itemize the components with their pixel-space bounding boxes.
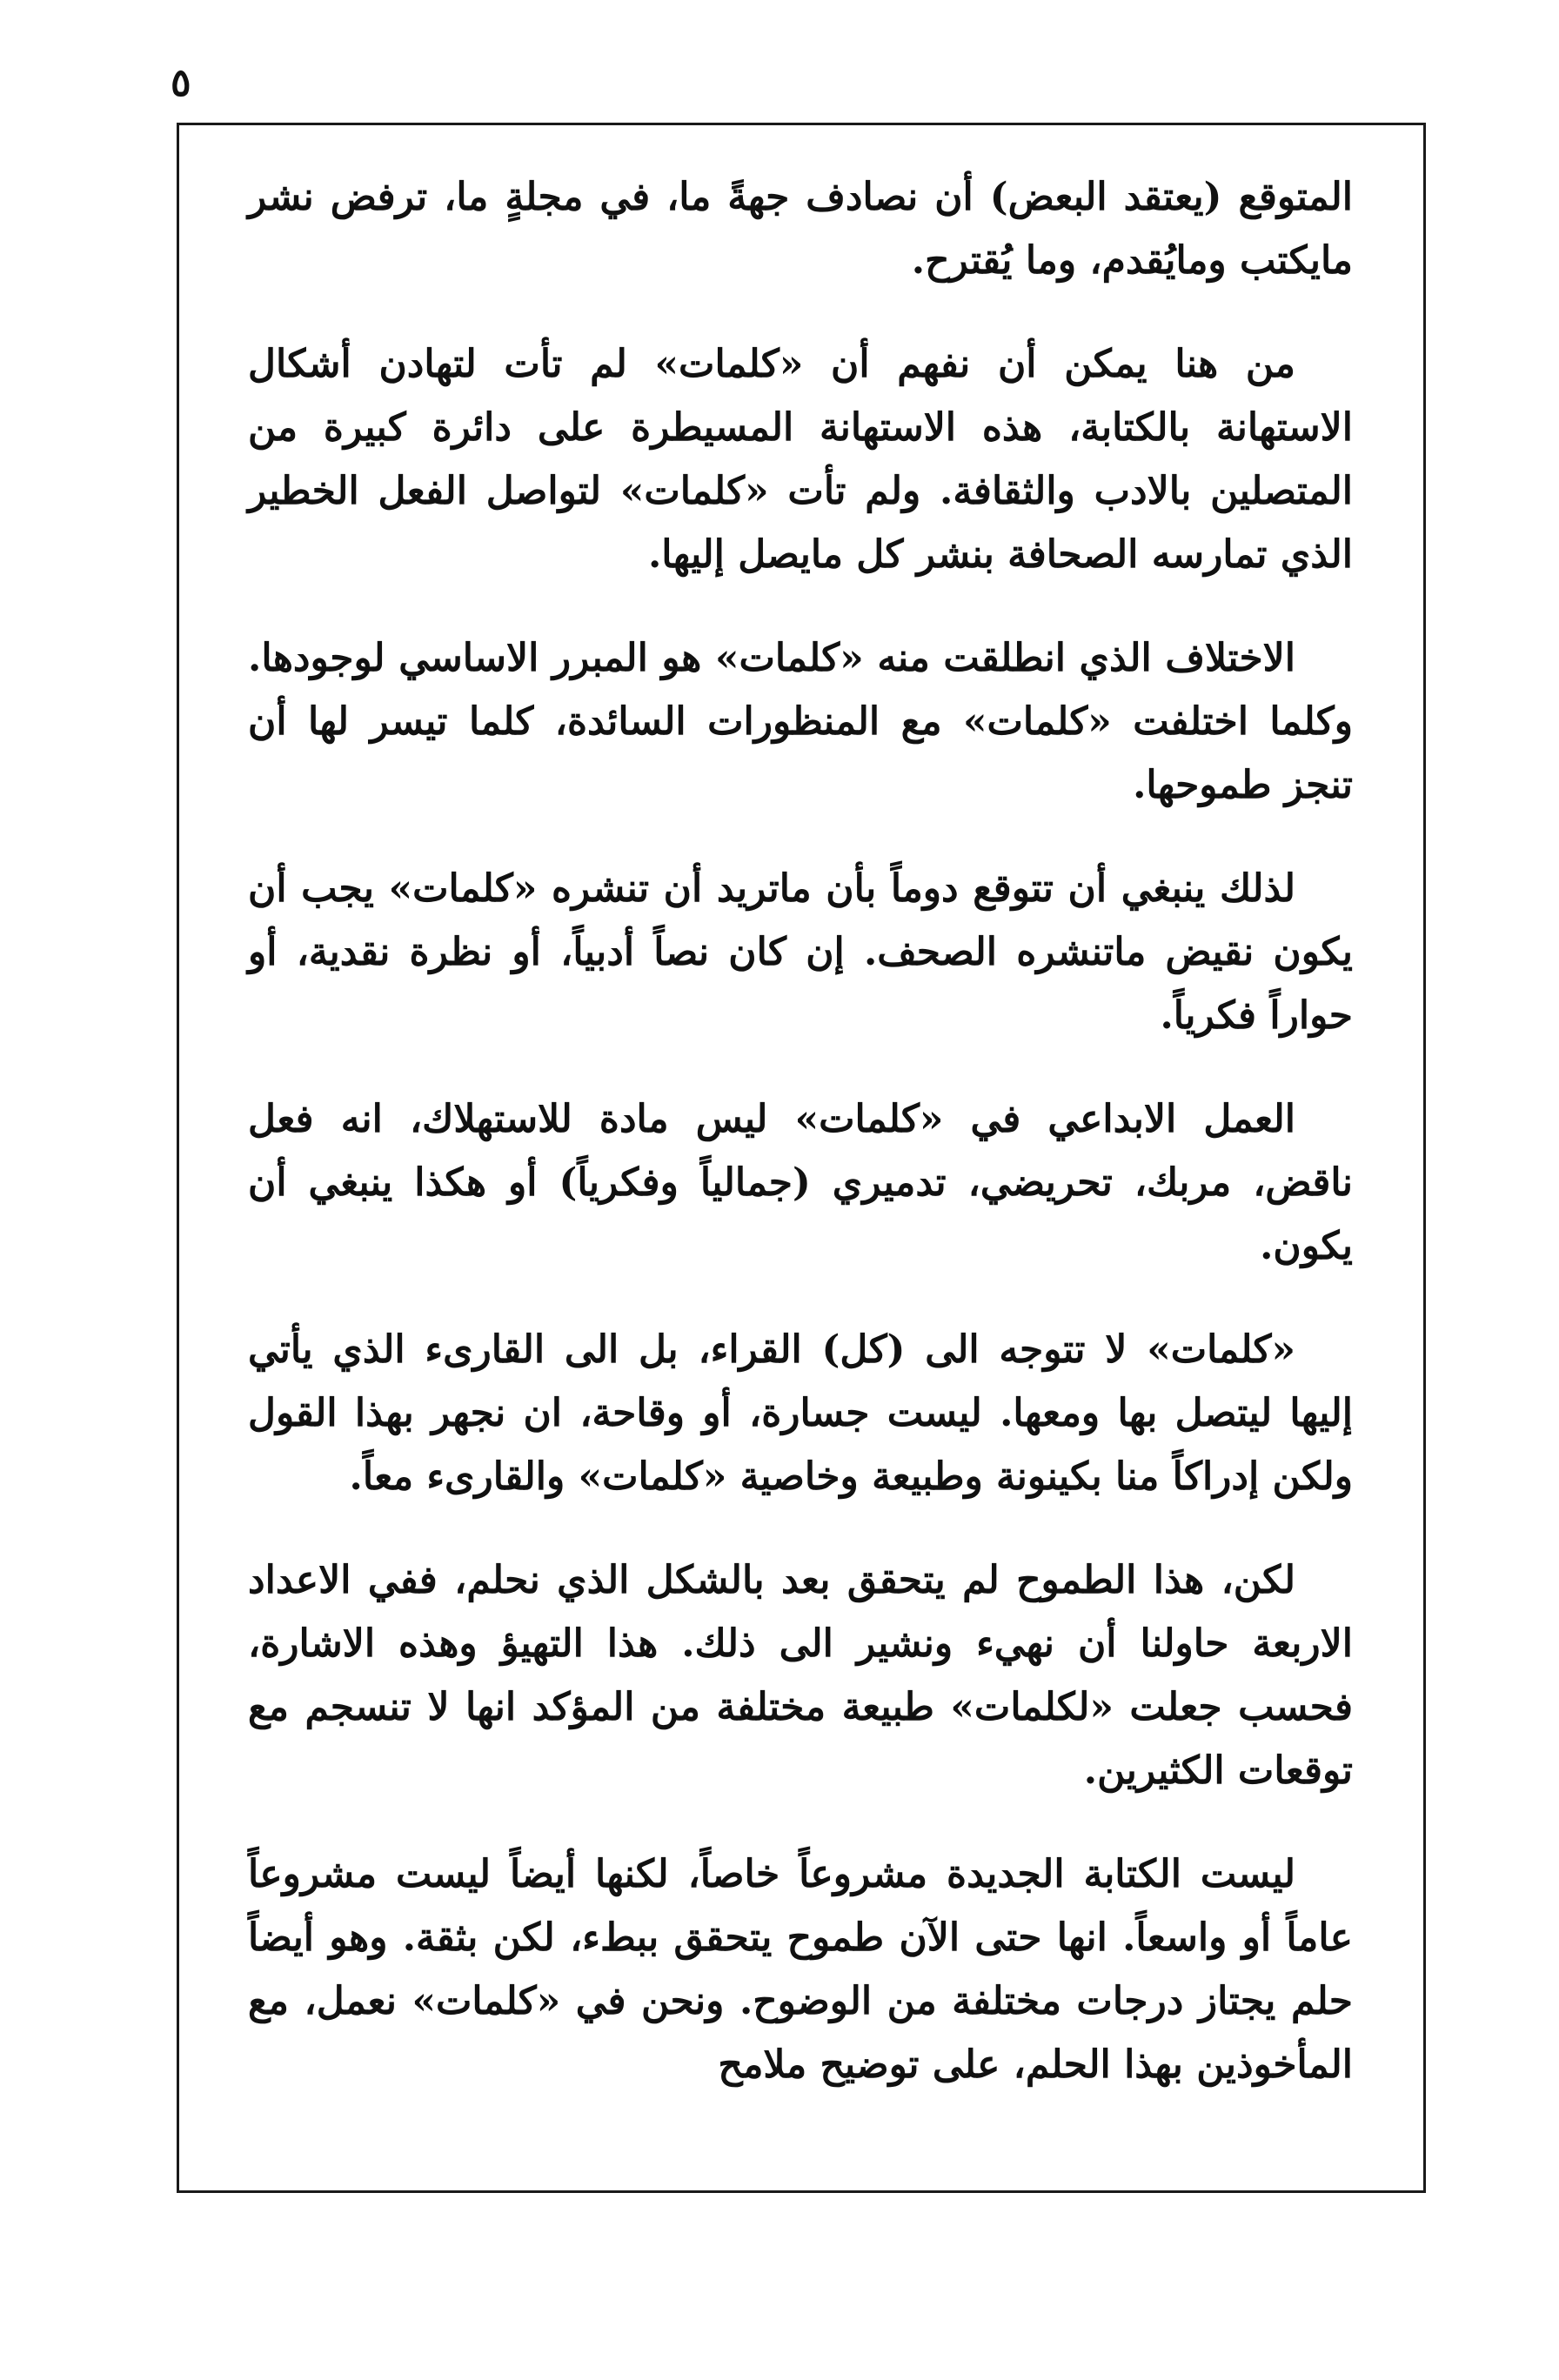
paragraph-8: ليست الكتابة الجديدة مشروعاً خاصاً، لكنها أيضاً ليست مشروعاً عاماً أو واسعاً. انها حتى الآن طموح يتحقق ببطء، لكن بثقة. وهو أيضاً حلم يجتاز درجات مختلفة من الوضوح. ونحن في «كلمات» نعمل، مع المأخوذين بهذا الحلم، على توضيح ملامح <box>248 1852 1353 2087</box>
paragraph-3: الاختلاف الذي انطلقت منه «كلمات» هو المبرر الاساسي لوجودها. وكلما اختلفت «كلمات» مع المنظورات السائدة، كلما تيسر لها أن تنجز طموحها. <box>248 636 1353 807</box>
paragraph-2: من هنا يمكن أن نفهم أن «كلمات» لم تأت لتهادن أشكال الاستهانة بالكتابة، هذه الاستهانة المسيطرة على دائرة كبيرة من المتصلين بالادب والثقافة. ولم تأت «كلمات» لتواصل الفعل الخطير الذي تمارسه الصحافة بنشر كل مايصل إليها. <box>248 342 1353 577</box>
paragraph-4: لذلك ينبغي أن تتوقع دوماً بأن ماتريد أن تنشره «كلمات» يجب أن يكون نقيض ماتنشره الصحف. إن كان نصاً أدبياً، أو نظرة نقدية، أو حواراً فكرياً. <box>248 866 1353 1038</box>
paragraph-1: المتوقع (يعتقد البعض) أن نصادف جهةً ما، في مجلةٍ ما، ترفض نشر مايكتب ومايُقدم، وما يُقترح. <box>248 175 1353 283</box>
paragraph-7: لكن، هذا الطموح لم يتحقق بعد بالشكل الذي نحلم، ففي الاعداد الاربعة حاولنا أن نهيء ونشير الى ذلك. هذا التهيؤ وهذه الاشارة، فحسب جعلت «لكلمات» طبيعة مختلفة من المؤكد انها لا تنسجم مع توقعات الكثيرين. <box>248 1558 1353 1793</box>
page-number: ٥ <box>171 61 191 105</box>
paragraph-5: العمل الابداعي في «كلمات» ليس مادة للاستهلاك، انه فعل ناقض، مربك، تحريضي، تدميري (جمالياً وفكرياً) أو هكذا ينبغي أن يكون. <box>248 1097 1353 1268</box>
article-body <box>248 165 1353 2096</box>
paragraph-6: «كلمات» لا تتوجه الى (كل) القراء، بل الى القارىء الذي يأتي إليها ليتصل بها ومعها. ليست جسارة، أو وقاحة، ان نجهر بهذا القول ولكن إدراكاً منا بكينونة وطبيعة وخاصية «كلمات» والقارىء معاً. <box>248 1327 1353 1499</box>
